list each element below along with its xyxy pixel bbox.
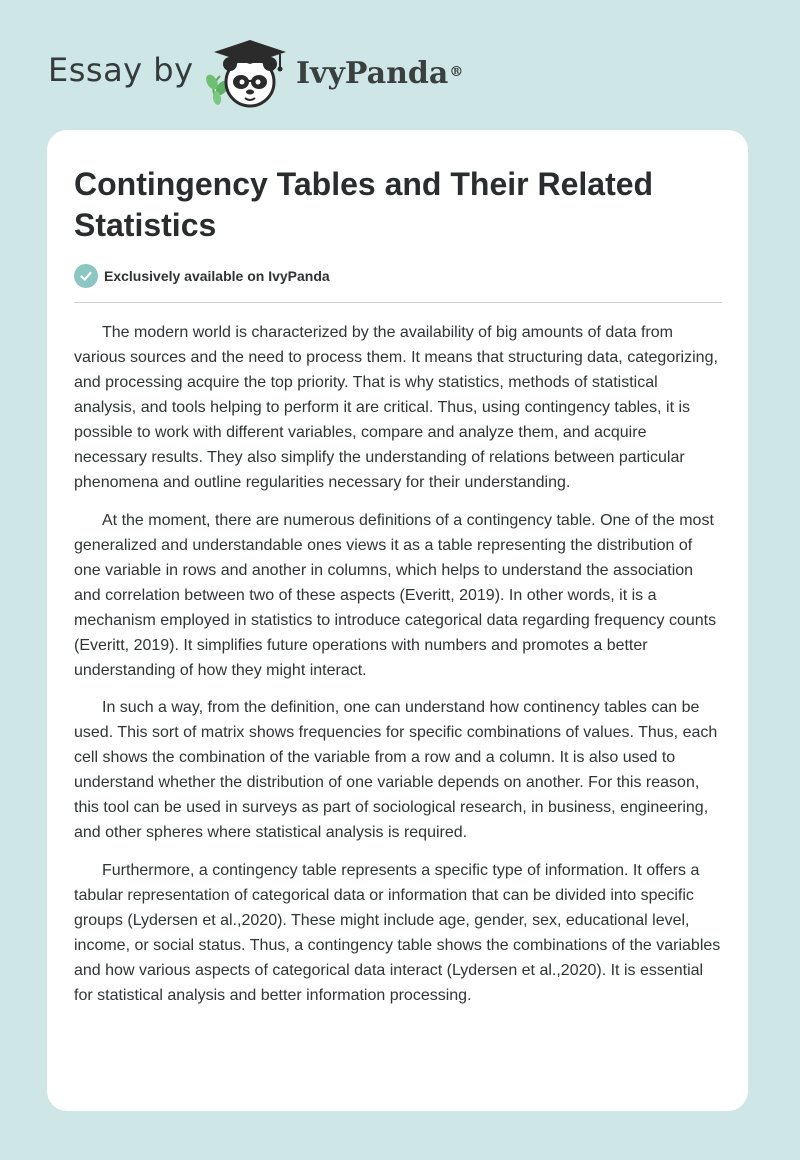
essay-by-label: Essay by bbox=[48, 51, 194, 89]
ivypanda-brand[interactable] bbox=[296, 54, 463, 94]
site-header bbox=[0, 0, 800, 130]
brand-name: IvyPanda bbox=[296, 56, 449, 91]
exclusive-badge bbox=[74, 264, 330, 288]
paragraph: Furthermore, a contingency table represents a specific type of information. It offers a tabular representation of categorical data or information that can be divided into specific groups (Lydersen et al.,2020). These might include age, gender, sex, educational level, income, or social status. Thus, a contingency table shows the combinations of the variables and how various aspects of categorical data interact (Lydersen et al.,2020). It is essential for statistical analysis and better information processing. bbox=[74, 861, 721, 1004]
essay-title: Contingency Tables and Their Related Statistics bbox=[74, 166, 654, 243]
paragraph: At the moment, there are numerous definitions of a contingency table. One of the most generalized and understandable ones views it as a table representing the distribution of one variable in rows and another in columns, which helps to understand the association and correlation between two of these aspects (Everitt, 2019). In other words, it is a mechanism employed in statistics to introduce categorical data regarding frequency counts (Everitt, 2019). It simplifies future operations with numbers and promotes a better understanding of how they might interact. bbox=[74, 511, 717, 679]
panda-graduation-cap-logo-icon[interactable] bbox=[200, 36, 290, 110]
registered-mark: ® bbox=[449, 64, 464, 80]
essay-body bbox=[74, 320, 722, 1020]
paragraph: The modern world is characterized by the availability of big amounts of data from various sources and the need to process them. It means that structuring data, categorizing, and processing acquire the top priority. That is why statistics, methods of statistical analysis, and tools helping to perform it are critical. Thus, using contingency tables, it is possible to work with different variables, compare and analyze them, and acquire necessary results. They also simplify the understanding of relations between particular phenomena and outline regularities necessary for their understanding. bbox=[74, 324, 718, 491]
essay-card bbox=[47, 130, 748, 1111]
title-divider bbox=[74, 302, 722, 303]
check-circle-icon bbox=[74, 264, 98, 288]
exclusive-label: Exclusively available on IvyPanda bbox=[104, 268, 330, 284]
paragraph: In such a way, from the definition, one can understand how continency tables can be used. This sort of matrix shows frequencies for specific combinations of values. Thus, each cell shows the combination of the variable from a row and a column. It is also used to understand whether the distribution of one variable depends on another. For this reason, this tool can be used in surveys as part of sociological research, in business, engineering, and other spheres where statistical analysis is required. bbox=[74, 699, 718, 841]
